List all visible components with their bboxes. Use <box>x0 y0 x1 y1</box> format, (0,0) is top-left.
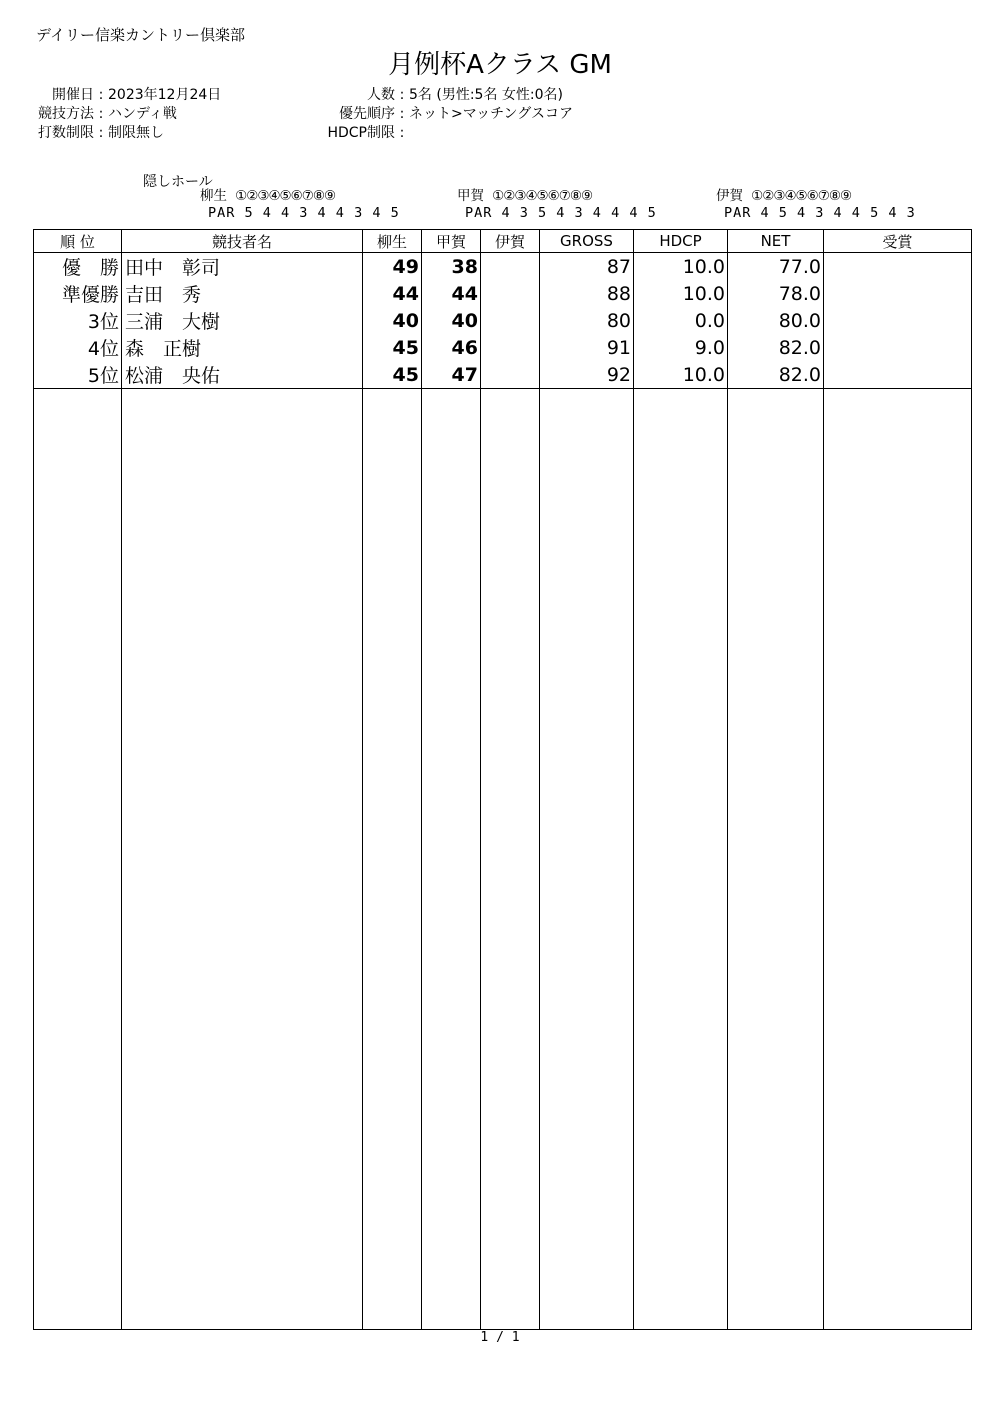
header-gross: GROSS <box>540 230 634 253</box>
header-name: 競技者名 <box>122 230 363 253</box>
info-row-date: 開催日 : 2023年12月24日 <box>4 86 221 105</box>
net-cell: 80.0 <box>728 307 824 334</box>
par-label: PAR <box>465 205 493 221</box>
header-course-1: 柳生 <box>363 230 422 253</box>
hdcp-cell: 9.0 <box>634 334 728 361</box>
award-cell <box>824 280 972 307</box>
course-holes: ①②③④⑤⑥⑦⑧⑨ <box>751 188 852 204</box>
club-name: デイリー信楽カントリー倶楽部 <box>36 26 245 44</box>
table-header <box>34 230 972 253</box>
hdcp-cell: 0.0 <box>634 307 728 334</box>
gross-cell: 87 <box>540 253 634 281</box>
par-label: PAR <box>724 205 752 221</box>
score-course-2: 40 <box>422 307 481 334</box>
header-hdcp: HDCP <box>634 230 728 253</box>
rank-cell: 準優勝 <box>34 280 122 307</box>
table-row <box>34 307 972 334</box>
course-iga <box>716 188 916 222</box>
score-course-3 <box>481 307 540 334</box>
info-row-count: 人数 : 5名 (男性:5名 女性:0名) <box>290 86 573 105</box>
page-indicator: 1 / 1 <box>480 1330 520 1345</box>
header-course-3: 伊賀 <box>481 230 540 253</box>
score-course-1: 45 <box>363 334 422 361</box>
course-holes: ①②③④⑤⑥⑦⑧⑨ <box>492 188 593 204</box>
award-cell <box>824 253 972 281</box>
net-cell: 82.0 <box>728 361 824 389</box>
player-name: 松浦 央佑 <box>122 361 363 389</box>
gross-cell: 92 <box>540 361 634 389</box>
score-course-2: 44 <box>422 280 481 307</box>
info-label: 開催日 <box>52 87 94 103</box>
award-cell <box>824 334 972 361</box>
score-course-1: 44 <box>363 280 422 307</box>
header-rank: 順 位 <box>34 230 122 253</box>
rank-cell: 4位 <box>34 334 122 361</box>
info-label: HDCP制限 <box>327 125 395 141</box>
course-pars: 5 4 4 3 4 4 3 4 5 <box>244 205 400 221</box>
net-cell: 82.0 <box>728 334 824 361</box>
info-label: 優先順序 <box>339 106 395 122</box>
player-name: 三浦 大樹 <box>122 307 363 334</box>
score-course-3 <box>481 253 540 281</box>
table-row <box>34 280 972 307</box>
info-value: ネット>マッチングスコア <box>409 106 574 122</box>
score-course-2: 38 <box>422 253 481 281</box>
empty-area <box>34 389 972 1330</box>
rank-cell: 5位 <box>34 361 122 389</box>
award-cell <box>824 307 972 334</box>
header-net: NET <box>728 230 824 253</box>
hdcp-cell: 10.0 <box>634 253 728 281</box>
course-name: 伊賀 <box>716 188 743 204</box>
par-label: PAR <box>208 205 236 221</box>
info-left <box>4 86 221 143</box>
gross-cell: 88 <box>540 280 634 307</box>
info-value: 制限無し <box>108 125 164 141</box>
table-row <box>34 361 972 389</box>
course-pars: 4 5 4 3 4 4 5 4 3 <box>760 205 916 221</box>
score-course-2: 47 <box>422 361 481 389</box>
header-course-2: 甲賀 <box>422 230 481 253</box>
course-yagyu <box>200 188 400 222</box>
player-name: 田中 彰司 <box>122 253 363 281</box>
score-course-2: 46 <box>422 334 481 361</box>
page-title: 月例杯Aクラス GM <box>388 50 612 80</box>
table-row <box>34 334 972 361</box>
rank-cell: 3位 <box>34 307 122 334</box>
info-label: 人数 <box>367 87 395 103</box>
header-award: 受賞 <box>824 230 972 253</box>
score-course-3 <box>481 280 540 307</box>
course-name: 甲賀 <box>457 188 484 204</box>
hdcp-cell: 10.0 <box>634 361 728 389</box>
award-cell <box>824 361 972 389</box>
rank-cell: 優 勝 <box>34 253 122 281</box>
net-cell: 77.0 <box>728 253 824 281</box>
net-cell: 78.0 <box>728 280 824 307</box>
info-value: ハンディ戦 <box>108 106 177 122</box>
player-name: 森 正樹 <box>122 334 363 361</box>
info-label: 打数制限 <box>38 125 94 141</box>
course-name: 柳生 <box>200 188 227 204</box>
info-right <box>290 86 573 143</box>
table-row <box>34 253 972 281</box>
course-pars: 4 3 5 4 3 4 4 4 5 <box>501 205 657 221</box>
hidden-holes-label: 隠しホール <box>143 174 213 190</box>
player-name: 吉田 秀 <box>122 280 363 307</box>
info-label: 競技方法 <box>38 106 94 122</box>
info-row-method: 競技方法 : ハンディ戦 <box>4 105 221 124</box>
gross-cell: 80 <box>540 307 634 334</box>
score-course-1: 45 <box>363 361 422 389</box>
score-course-1: 49 <box>363 253 422 281</box>
course-koka <box>457 188 657 222</box>
results-table <box>33 229 972 1330</box>
score-course-1: 40 <box>363 307 422 334</box>
score-course-3 <box>481 361 540 389</box>
score-course-3 <box>481 334 540 361</box>
info-value: 2023年12月24日 <box>108 87 222 103</box>
hdcp-cell: 10.0 <box>634 280 728 307</box>
info-row-hdcp-limit: HDCP制限 : <box>290 124 573 143</box>
info-row-priority: 優先順序 : ネット>マッチングスコア <box>290 105 573 124</box>
course-holes: ①②③④⑤⑥⑦⑧⑨ <box>235 188 336 204</box>
info-row-limit: 打数制限 : 制限無し <box>4 124 221 143</box>
gross-cell: 91 <box>540 334 634 361</box>
info-value: 5名 (男性:5名 女性:0名) <box>409 87 563 103</box>
